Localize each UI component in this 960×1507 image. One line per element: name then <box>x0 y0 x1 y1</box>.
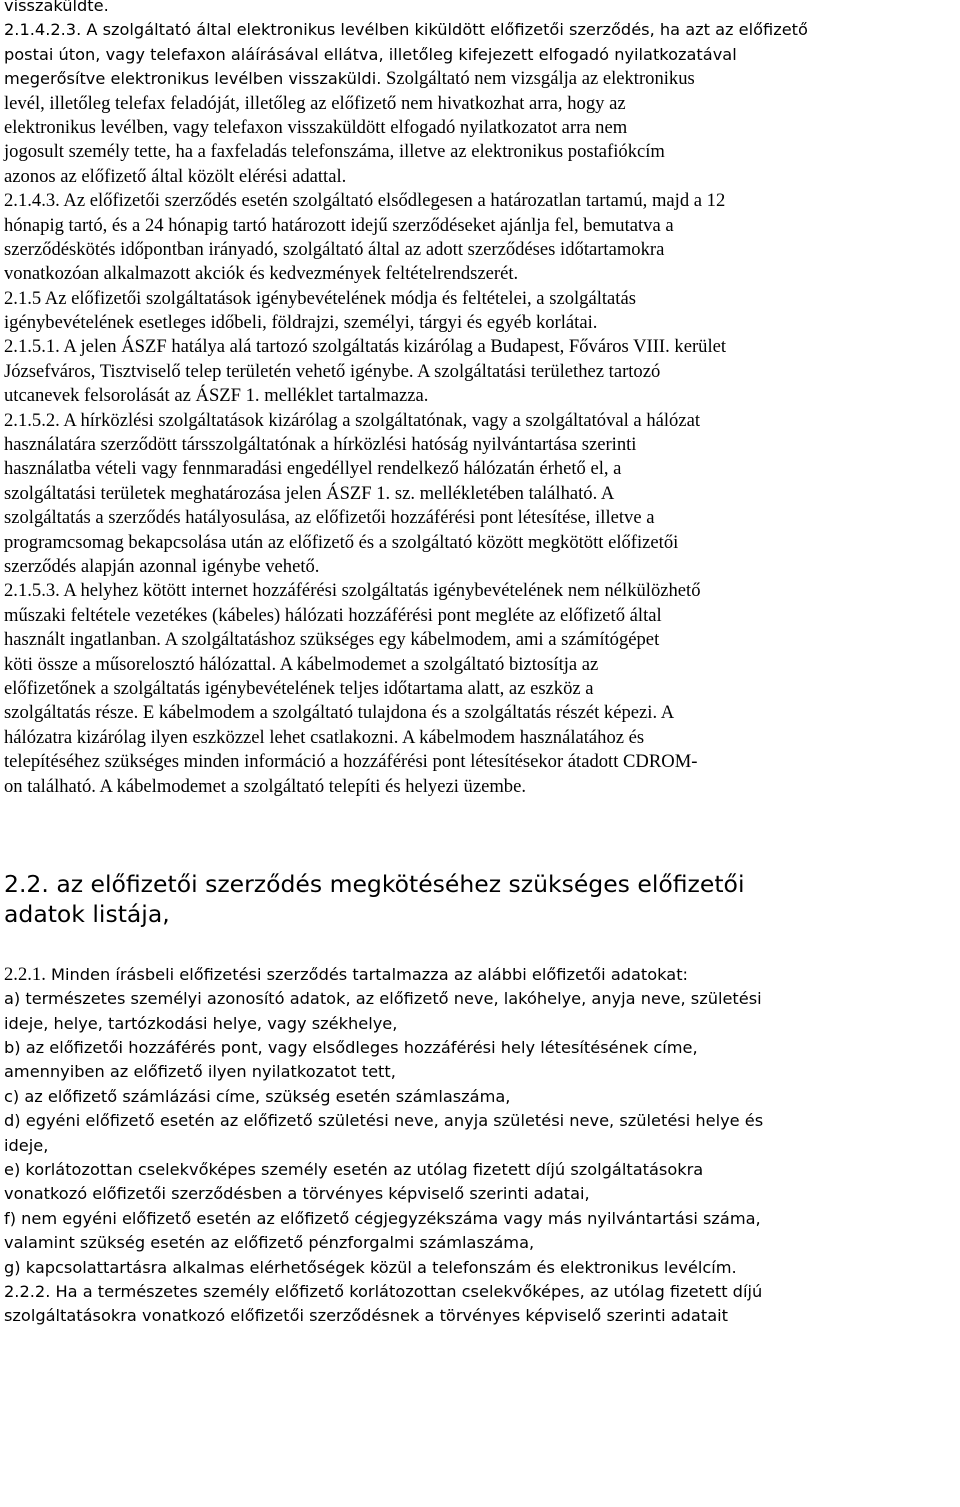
text-line: szolgáltatás a szerződés hatályosulása, az előfizetői hozzáférési pont létesítése, illetve a <box>4 507 655 529</box>
heading-line: 2.2. az előfizetői szerződés megkötéséhez szükséges előfizetői <box>4 869 745 898</box>
blank-space <box>4 799 956 847</box>
text-line: 2.1.5.3. A helyhez kötött internet hozzáférési szolgáltatás igénybevételének nem nélkülözhető <box>4 580 701 602</box>
text-line: szolgáltatás része. E kábelmodem a szolgáltató tulajdona és a szolgáltatás részét képezi. A <box>4 702 675 724</box>
text-line: használatba vételi vagy fennmaradási engedéllyel rendelkező hálózatán érhető el, a <box>4 458 622 480</box>
text-line: e) korlátozottan cselekvőképes személy esetén az utólag fizetett díjú szolgáltatásokra <box>4 1160 704 1180</box>
text-line: amennyiben az előfizető ilyen nyilatkozatot tett, <box>4 1062 396 1082</box>
text-line: programcsomag bekapcsolása után az előfizető és a szolgáltató között megkötött előfizetői <box>4 531 679 553</box>
text-line <box>4 963 956 987</box>
text-line: ideje, helye, tartózkodási helye, vagy székhelye, <box>4 1013 398 1033</box>
text-line: vonatkozó előfizetői szerződésben a törvényes képviselő szerinti adatai, <box>4 1184 590 1204</box>
text-line: f) nem egyéni előfizető esetén az előfizető cégjegyzékszáma vagy más nyilvántartási száma, <box>4 1208 761 1228</box>
blank-space <box>4 929 956 963</box>
text-line: utcanevek felsorolását az ÁSZF 1. melléklet tartalmazza. <box>4 385 429 407</box>
text-line <box>4 67 956 91</box>
text-line: telepítéséhez szükséges minden információ a hozzáférési pont létesítésekor átadott CDROM- <box>4 751 698 773</box>
paragraph-2-1-4-2-3 <box>4 0 956 189</box>
text-line: előfizetőnek a szolgáltatás igénybevételének teljes időtartama alatt, az eszköz a <box>4 677 594 699</box>
text-line: g) kapcsolattartásra alkalmas elérhetőségek közül a telefonszám és elektronikus levélcím. <box>4 1257 737 1277</box>
text-line: 2.1.5.2. A hírközlési szolgáltatások kizárólag a szolgáltatónak, vagy a szolgáltatóval a hálózat <box>4 409 701 431</box>
paragraph-2-2-1 <box>4 963 956 1329</box>
document-page <box>4 0 956 1329</box>
text-line: on található. A kábelmodemet a szolgáltató telepíti és helyezi üzembe. <box>4 775 526 797</box>
text-segment: megerősítve elektronikus levélben visszaküldi. <box>4 69 382 89</box>
text-segment: 2.2.1. <box>4 963 46 985</box>
text-line: valamint szükség esetén az előfizető pénzforgalmi számlaszáma, <box>4 1233 535 1253</box>
text-line: szolgáltatásokra vonatkozó előfizetői szerződésnek a törvényes képviselő szerinti adatait <box>4 1306 728 1326</box>
text-line: azonos az előfizető által közölt elérési adattal. <box>4 165 347 187</box>
text-line: b) az előfizetői hozzáférés pont, vagy elsődleges hozzáférési hely létesítésének címe, <box>4 1038 698 1058</box>
text-line: visszaküldte. <box>4 0 109 15</box>
text-line: c) az előfizető számlázási címe, szükség esetén számlaszáma, <box>4 1086 511 1106</box>
text-line: a) természetes személyi azonosító adatok, az előfizető neve, lakóhelye, anyja neve, születési <box>4 989 762 1009</box>
text-line: elektronikus levélben, vagy telefaxon visszaküldött elfogadó nyilatkozatot arra nem <box>4 116 628 138</box>
heading-line: adatok listája, <box>4 899 170 928</box>
text-line: jogosult személy tette, ha a faxfeladás telefonszáma, illetve az elektronikus postafiókcím <box>4 141 665 163</box>
text-line: 2.1.5 Az előfizetői szolgáltatások igénybevételének módja és feltételei, a szolgáltatás <box>4 287 636 309</box>
text-line: szerződés alapján azonnal igénybe vehető. <box>4 555 320 577</box>
text-line: köti össze a műsorelosztó hálózattal. A kábelmodemet a szolgáltató biztosítja az <box>4 653 599 675</box>
text-line: 2.1.5.1. A jelen ÁSZF hatálya alá tartozó szolgáltatás kizárólag a Budapest, Főváros VIII. kerület <box>4 336 727 358</box>
section-heading-2-2 <box>4 869 956 929</box>
paragraph-2-1-4-3-to-2-1-5-3 <box>4 189 956 799</box>
text-line: Józsefváros, Tisztviselő telep területén vehető igénybe. A szolgáltatási területhez tartozó <box>4 360 661 382</box>
text-line: szerződéskötés időpontban irányadó, szolgáltató által az adott szerződéses időtartamokra <box>4 238 665 260</box>
text-line: igénybevételének esetleges időbeli, földrajzi, személyi, tárgyi és egyéb korlátai. <box>4 312 598 334</box>
text-line: vonatkozóan alkalmazott akciók és kedvezmények feltételrendszerét. <box>4 263 519 285</box>
text-segment: Minden írásbeli előfizetési szerződés tartalmazza az alábbi előfizetői adatokat: <box>45 964 688 984</box>
text-line: 2.1.4.2.3. A szolgáltató által elektronikus levélben kiküldött előfizetői szerződés, ha azt az előfizető <box>4 20 808 40</box>
text-line: d) egyéni előfizető esetén az előfizető születési neve, anyja születési neve, születési helye és <box>4 1111 764 1131</box>
text-line: használatára szerződött társszolgáltatónak a hírközlési hatóság nyilvántartása szerinti <box>4 434 637 456</box>
text-line: használt ingatlanban. A szolgáltatáshoz szükséges egy kábelmodem, ami a számítógépet <box>4 629 660 651</box>
text-line: levél, illetőleg telefax feladóját, illetőleg az előfizető nem hivatkozhat arra, hogy az <box>4 92 626 114</box>
text-line: ideje, <box>4 1135 49 1155</box>
text-line: 2.2.2. Ha a természetes személy előfizető korlátozottan cselekvőképes, az utólag fizetett díjú <box>4 1281 763 1301</box>
text-line: postai úton, vagy telefaxon aláírásával ellátva, illetőleg kifejezett elfogadó nyilatkozatával <box>4 44 737 64</box>
text-line: hónapig tartó, és a 24 hónapig tartó határozott idejű szerződéseket ajánlja fel, bemutatva a <box>4 214 674 236</box>
text-line: 2.1.4.3. Az előfizetői szerződés esetén szolgáltató elsődlegesen a határozatlan tartamú, majd a 12 <box>4 190 726 212</box>
text-line: műszaki feltétele vezetékes (kábeles) hálózati hozzáférési pont megléte az előfizető által <box>4 604 662 626</box>
text-segment: Szolgáltató nem vizsgálja az elektronikus <box>381 68 695 90</box>
text-line: hálózatra kizárólag ilyen eszközzel lehet csatlakozni. A kábelmodem használatához és <box>4 726 645 748</box>
text-line: szolgáltatási területek meghatározása jelen ÁSZF 1. sz. mellékletében található. A <box>4 482 615 504</box>
